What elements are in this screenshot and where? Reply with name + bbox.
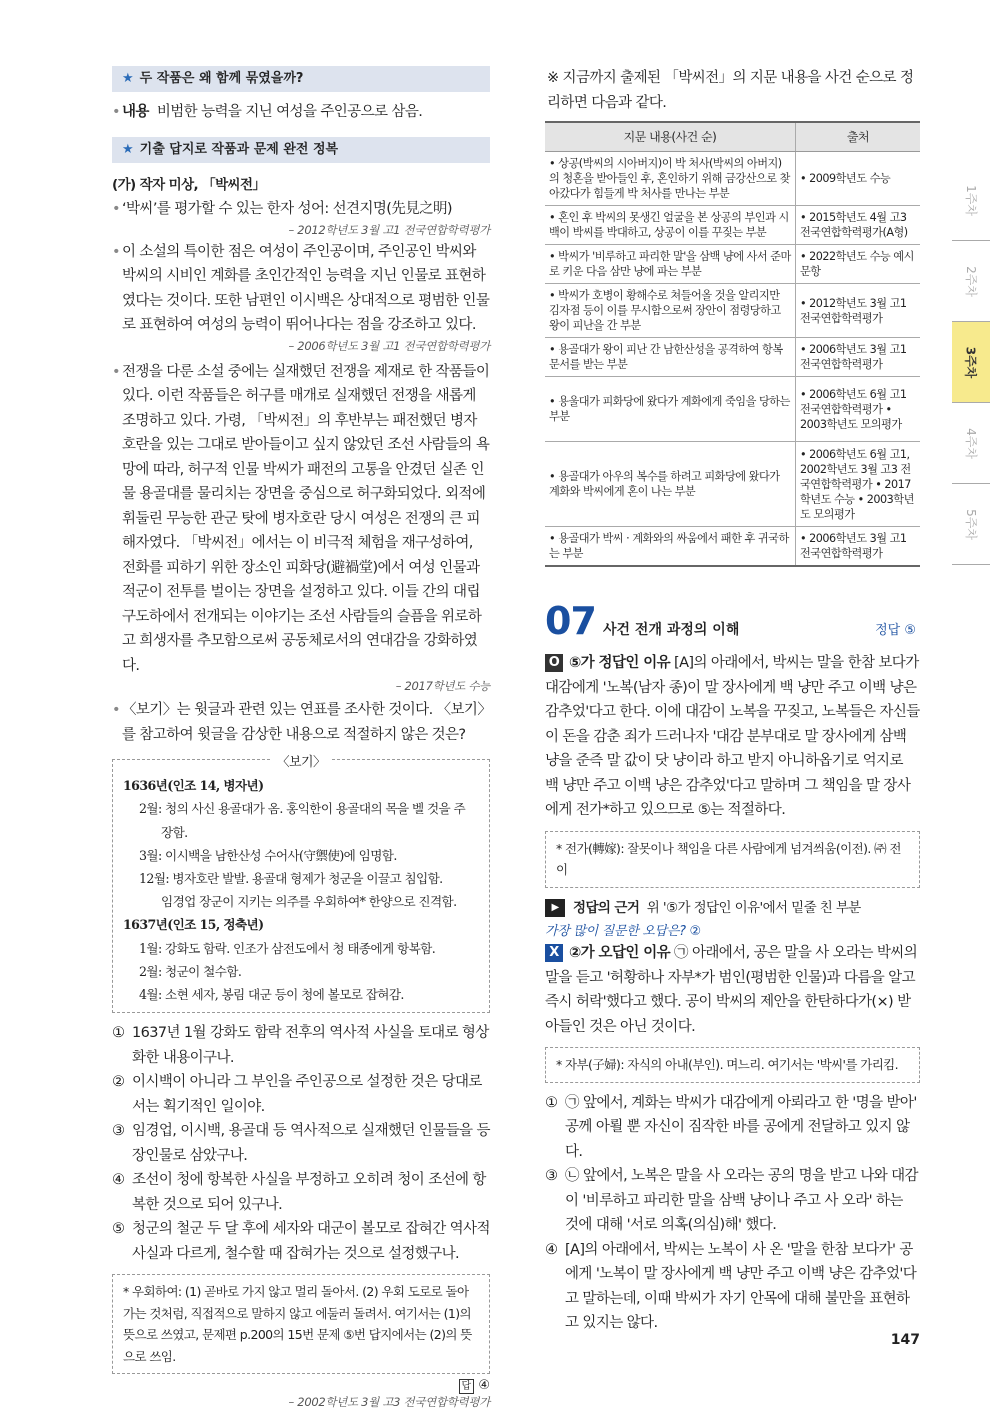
table-cell: • 2006학년도 3월 고1 전국연합학력평가 <box>796 338 921 377</box>
bogi-line: 장함. <box>161 824 188 840</box>
intro-text: ※ 지금까지 출제된 「박씨전」의 지문 내용을 사건 순으로 정리하면 다음과 같다. <box>547 70 914 111</box>
source-citation: – 2006학년도 3월 고1 전국연합학력평가 <box>288 338 490 353</box>
star-icon: ★ <box>122 71 134 86</box>
choice-item <box>112 1021 490 1070</box>
wrong-text: ㉠ 아래에서, 공은 말을 사 오라는 박씨의 말을 듣고 '허황하나 자부*가 범인(평범한 인물)과 다름을 알고 즉시 허락'했다고 했다. 공이 박씨의 제안을 한탄하다가(×) 받아들인 것은 아닌 것이다. <box>545 945 918 1035</box>
question-answer: 정답 ⑤ <box>875 623 916 638</box>
table-cell: • 상공(박씨의 시아버지)이 박 처사(박씨의 아버지)의 청혼을 받아들인 후, 혼인하기 위해 금강산으로 찾아갔다가 힘들게 박 처사를 만나는 부분 <box>545 152 796 206</box>
table-row <box>545 442 920 527</box>
choice-item <box>112 1217 490 1266</box>
bullet-text: • 이 소설의 특이한 점은 여성이 주인공이며, 주인공인 박씨와 박씨의 시비인 계화를 초인간적인 능력을 지닌 인물로 표현하였다는 것이다. 또한 남편인 이시백은 상대적으로 평범한 인물로 표현하여 여성의 능력이 뛰어나다는 점을 강조하고 있다. <box>112 240 490 338</box>
bullet-text: • 전쟁을 다룬 소설 중에는 실재했던 전쟁을 제재로 한 작품들이 있다. 이런 작품들은 허구를 매개로 실재했던 전쟁을 새롭게 조명하고 있다. 가령, 「박씨전」의 후반부는 패전했던 병자호란을 있는 그대로 받아들이고 싶지 않았던 조선 사람들의 욕망에 따라, 허구적 인물 박씨가 패전의 고통을 안겼던 실존 인물 용골대를 물리치는 장면을 중심으로 허구화되었다. 외적에 휘둘린 무능한 관군 탓에 병자호란 당시 여성은 전쟁의 큰 피해자였다. 「박씨전」에서는 이 비극적 체험을 재구성하여, 전화를 피하기 위한 장소인 피화당(避禍堂)에서 여성 인물과 적군이 전투를 벌이는 장면을 설정하고 있다. 이들 간의 대립 구도하에서 전개되는 이야기는 조선 사람들의 슬픔을 위로하고 희생자를 추모함으로써 공동체로서의 연대감을 강화하였다. <box>112 360 490 679</box>
tab-label: 3주차 <box>963 346 978 378</box>
choice-list <box>112 1021 490 1266</box>
section-title: 기출 답지로 작품과 문제 완전 정복 <box>139 141 339 157</box>
answer-basis <box>545 896 920 921</box>
bogi-line: 3월: 이시백을 남한산성 수어사(守禦使)에 임명함. <box>139 847 397 863</box>
table-cell: • 2006학년도 3월 고1 전국연합학력평가 <box>796 527 921 567</box>
table-row <box>545 338 920 377</box>
choice-number: ② <box>112 1074 125 1091</box>
handwritten-note: 가장 많이 질문한 오답은? ② <box>545 924 701 939</box>
content-line <box>112 100 490 125</box>
table-header: 출처 <box>796 122 921 152</box>
tab-label: 4주차 <box>963 427 978 459</box>
table-header: 지문 내용(사건 순) <box>545 122 796 152</box>
work-title: (가) 작자 미상, 「박씨전」 <box>112 176 266 193</box>
choice-text: 1637년 1월 강화도 함락 전후의 역사적 사실을 토대로 형상화한 내용이구나. <box>132 1025 489 1066</box>
answer-icon: 답 <box>459 1379 475 1394</box>
bogi-line: 2월: 청의 사신 용골대가 옴. 홍익한이 용골대의 목을 벨 것을 주 <box>139 801 466 817</box>
choice-number: ③ <box>112 1123 125 1140</box>
tab-label: 2주차 <box>963 265 978 297</box>
table-cell: • 용골대가 아우의 복수를 하려고 피화당에 왔다가 계화와 박씨에게 혼이 나는 부분 <box>545 442 796 527</box>
table-row <box>545 206 920 245</box>
bogi-year: 1637년(인조 15, 정축년) <box>123 917 264 933</box>
bogi-line: 4월: 소현 세자, 봉림 대군 등이 청에 볼모로 잡혀감. <box>139 987 404 1003</box>
tab-week-3[interactable] <box>952 322 990 403</box>
play-icon: ▶ <box>545 899 565 917</box>
choice-text: 조선이 청에 항복한 사실을 부정하고 오히려 청이 조선에 항복한 것으로 되어 있구나. <box>132 1172 486 1213</box>
choice-number: ④ <box>545 1241 558 1258</box>
section-header-why <box>112 66 490 92</box>
basis-text: 위 '⑤가 정답인 이유'에서 밑줄 친 부분 <box>646 899 861 916</box>
bogi-line: 임경업 장군이 지키는 의주를 우회하여* 한양으로 진격함. <box>161 894 457 910</box>
choice-item <box>112 1168 490 1217</box>
bullet-text: • ‘박씨’를 평가할 수 있는 한자 성어: 선견지명(先見之明) <box>112 197 490 222</box>
footnote-box: * 자부(子婦): 자식의 아내(부인). 며느리. 여기서는 '박씨'를 가리킴. <box>545 1047 920 1083</box>
table-cell: • 2022학년도 수능 예시 문항 <box>796 245 921 284</box>
explanation-item <box>545 1238 920 1336</box>
table-cell: • 2015학년도 4월 고3 전국연합학력평가(A형) <box>796 206 921 245</box>
explanation-list <box>545 1091 920 1336</box>
bogi-title <box>123 751 479 774</box>
bogi-label: 〈보기〉 <box>271 755 332 770</box>
source-citation: – 2002학년도 3월 고3 전국연합학력평가 <box>288 1395 490 1410</box>
bogi-box <box>112 755 490 1013</box>
right-column <box>545 66 920 1336</box>
explanation-item <box>545 1091 920 1165</box>
table-cell: • 용골대가 왕이 피난 간 남한산성을 공격하여 항복 문서를 받는 부분 <box>545 338 796 377</box>
table-cell: • 2012학년도 3월 고1 전국연합학력평가 <box>796 284 921 338</box>
wrong-icon: X <box>545 944 563 962</box>
tab-week-5[interactable] <box>952 484 990 565</box>
choice-number: ⑤ <box>112 1221 125 1238</box>
content-text: 비범한 능력을 지닌 여성을 주인공으로 삼음. <box>156 104 423 120</box>
choice-text: 임경업, 이시백, 용골대 등 역사적으로 실재했던 인물들을 등장인물로 삼았구나. <box>132 1123 490 1164</box>
question-number: 07 <box>545 599 596 643</box>
bogi-line: 12월: 병자호란 발발. 용골대 형제가 청군을 이끌고 침입함. <box>139 871 443 887</box>
answer-value: ④ <box>478 1378 490 1394</box>
choice-number: ③ <box>545 1168 558 1184</box>
bogi-line: 1월: 강화도 함락. 인조가 삼전도에서 청 태종에게 항복함. <box>139 940 436 956</box>
table-cell: • 박씨가 '비루하고 파리한 말'을 삼백 냥에 사서 준마로 키운 다음 삼만 냥에 파는 부분 <box>545 245 796 284</box>
basis-label: 정답의 근거 <box>573 899 640 916</box>
section-title: 두 작품은 왜 함께 묶였을까? <box>139 71 304 86</box>
tab-week-1[interactable] <box>952 160 990 241</box>
table-cell: • 용울대가 피화당에 왔다가 계화에게 죽임을 당하는 부분 <box>545 377 796 442</box>
table-row <box>545 284 920 338</box>
section-header-mastery <box>112 137 490 163</box>
choice-text: ㉠ 앞에서, 계화는 박씨가 대감에게 아뢰라고 한 '명을 받아' 공께 아뢸 뿐 자신이 짐작한 바를 공에게 전달하고 있지 않다. <box>565 1094 917 1160</box>
question-title: 사건 전개 과정의 이해 <box>603 622 740 638</box>
star-icon: ★ <box>122 141 134 157</box>
explanation-item <box>545 1164 920 1238</box>
choice-number: ① <box>545 1094 558 1111</box>
tab-label: 5주차 <box>963 508 978 540</box>
table-cell: • 2009학년도 수능 <box>796 152 921 206</box>
question-header <box>545 599 920 651</box>
correct-icon: O <box>545 654 563 672</box>
choice-text: [A]의 아래에서, 박씨는 노복이 사 온 '말을 한참 보다가' 공에게 '노복이 말 장사에게 백 냥만 주고 이백 냥은 감추었'다고 말하는데, 이때 박씨가 자기 안목에 대해 불만을 표현하고 있지는 않다. <box>565 1241 917 1331</box>
table-row <box>545 245 920 284</box>
choice-number: ① <box>112 1025 125 1042</box>
correct-label: ⑤가 정답인 이유 <box>569 655 671 671</box>
table-cell: • 혼인 후 박씨의 못생긴 얼굴을 본 상공의 부인과 시백이 박씨를 박대하고, 상공이 이를 꾸짖는 부분 <box>545 206 796 245</box>
tab-label: 1주차 <box>963 184 978 216</box>
bogi-line: 2월: 청군이 철수함. <box>139 963 242 979</box>
week-tabs <box>952 160 990 565</box>
bogi-year: 1636년(인조 14, 병자년) <box>123 778 264 794</box>
table-row <box>545 527 920 567</box>
table-cell: • 2006학년도 6월 고1 전국연합학력평가 • 2003학년도 모의평가 <box>796 377 921 442</box>
choice-text: 청군의 철군 두 달 후에 세자와 대군이 볼모로 잡혀간 역사적 사실과 다르게, 철수할 때 잡혀가는 것으로 설정했구나. <box>132 1221 490 1262</box>
table-row <box>545 377 920 442</box>
tab-week-2[interactable] <box>952 241 990 322</box>
left-column <box>112 66 490 1410</box>
source-citation: – 2012학년도 3월 고1 전국연합학력평가 <box>288 222 490 237</box>
choice-text: 이시백이 아니라 그 부인을 주인공으로 설정한 것은 당대로서는 획기적인 일이야. <box>132 1074 482 1115</box>
correct-text: [A]의 아래에서, 박씨는 말을 한참 보다가 대감에게 '노복(남자 종)이 말 장사에게 백 냥만 주고 이백 냥은 감추었'다고 한다. 이에 대감이 노복을 꾸짖고, 노복들은 자신들이 돈을 감춘 죄가 드러나자 '대감 분부대로 말 장사에게 삼백 냥을 준즉 말 값이 닷 냥이라 하고 받지 아니하옵기로 억지로 백 냥만 주고 이백 냥은 감추었'다고 말하며 그 책임을 말 장사에게 전가*하고 있으므로 ⑤는 적절하다. <box>545 655 920 818</box>
tab-week-4[interactable] <box>952 403 990 484</box>
source-citation: – 2017학년도 수능 <box>395 679 490 693</box>
table-cell: • 2006학년도 6월 고1, 2002학년도 3월 고3 전국연합학력평가 • 2017학년도 수능 • 2003학년도 모의평가 <box>796 442 921 527</box>
wrong-label: ②가 오답인 이유 <box>569 945 671 961</box>
content-label: 내용 <box>122 104 149 120</box>
table-row <box>545 152 920 206</box>
choice-number: ④ <box>112 1172 125 1189</box>
table-header-row <box>545 122 920 152</box>
question-text: • 〈보기〉는 윗글과 관련 있는 연표를 조사한 것이다. 〈보기〉를 참고하여 윗글을 감상한 내용으로 적절하지 않은 것은? <box>112 698 490 747</box>
correct-reason <box>545 651 920 823</box>
event-table <box>545 121 920 567</box>
wrong-reason <box>545 941 920 1039</box>
choice-item <box>112 1119 490 1168</box>
answer-line <box>112 1378 490 1394</box>
table-cell: • 용골대가 박씨 · 계화와의 싸움에서 패한 후 귀국하는 부분 <box>545 527 796 567</box>
choice-item <box>112 1070 490 1119</box>
page-number: 147 <box>890 1332 920 1348</box>
choice-text: ㉡ 앞에서, 노복은 말을 사 오라는 공의 명을 받고 나와 대감이 '비루하고 파리한 말을 삼백 냥이나 주고 사 오라' 하는 것에 대해 '서로 의혹(의심)해' 했다. <box>565 1168 918 1233</box>
table-cell: • 박씨가 호병이 황해수로 쳐들어올 것을 알리지만 김자점 등이 이를 무시함으로써 장안이 점령당하고 왕이 피난을 간 부분 <box>545 284 796 338</box>
footnote-box: * 전가(轉嫁): 잘못이나 책임을 다른 사람에게 넘겨씌움(이전). ㈜ 전이 <box>545 831 920 888</box>
footnote-box: * 우회하여: (1) 곧바로 가지 않고 멀리 돌아서. (2) 우회 도로로 돌아가는 것처럼, 직접적으로 말하지 않고 에둘러 돌려서. 여기서는 (1)의 뜻으로 쓰였고, 문제편 p.200의 15번 문제 ⑤번 답지에서는 (2)의 뜻으로 쓰임. <box>112 1274 490 1374</box>
